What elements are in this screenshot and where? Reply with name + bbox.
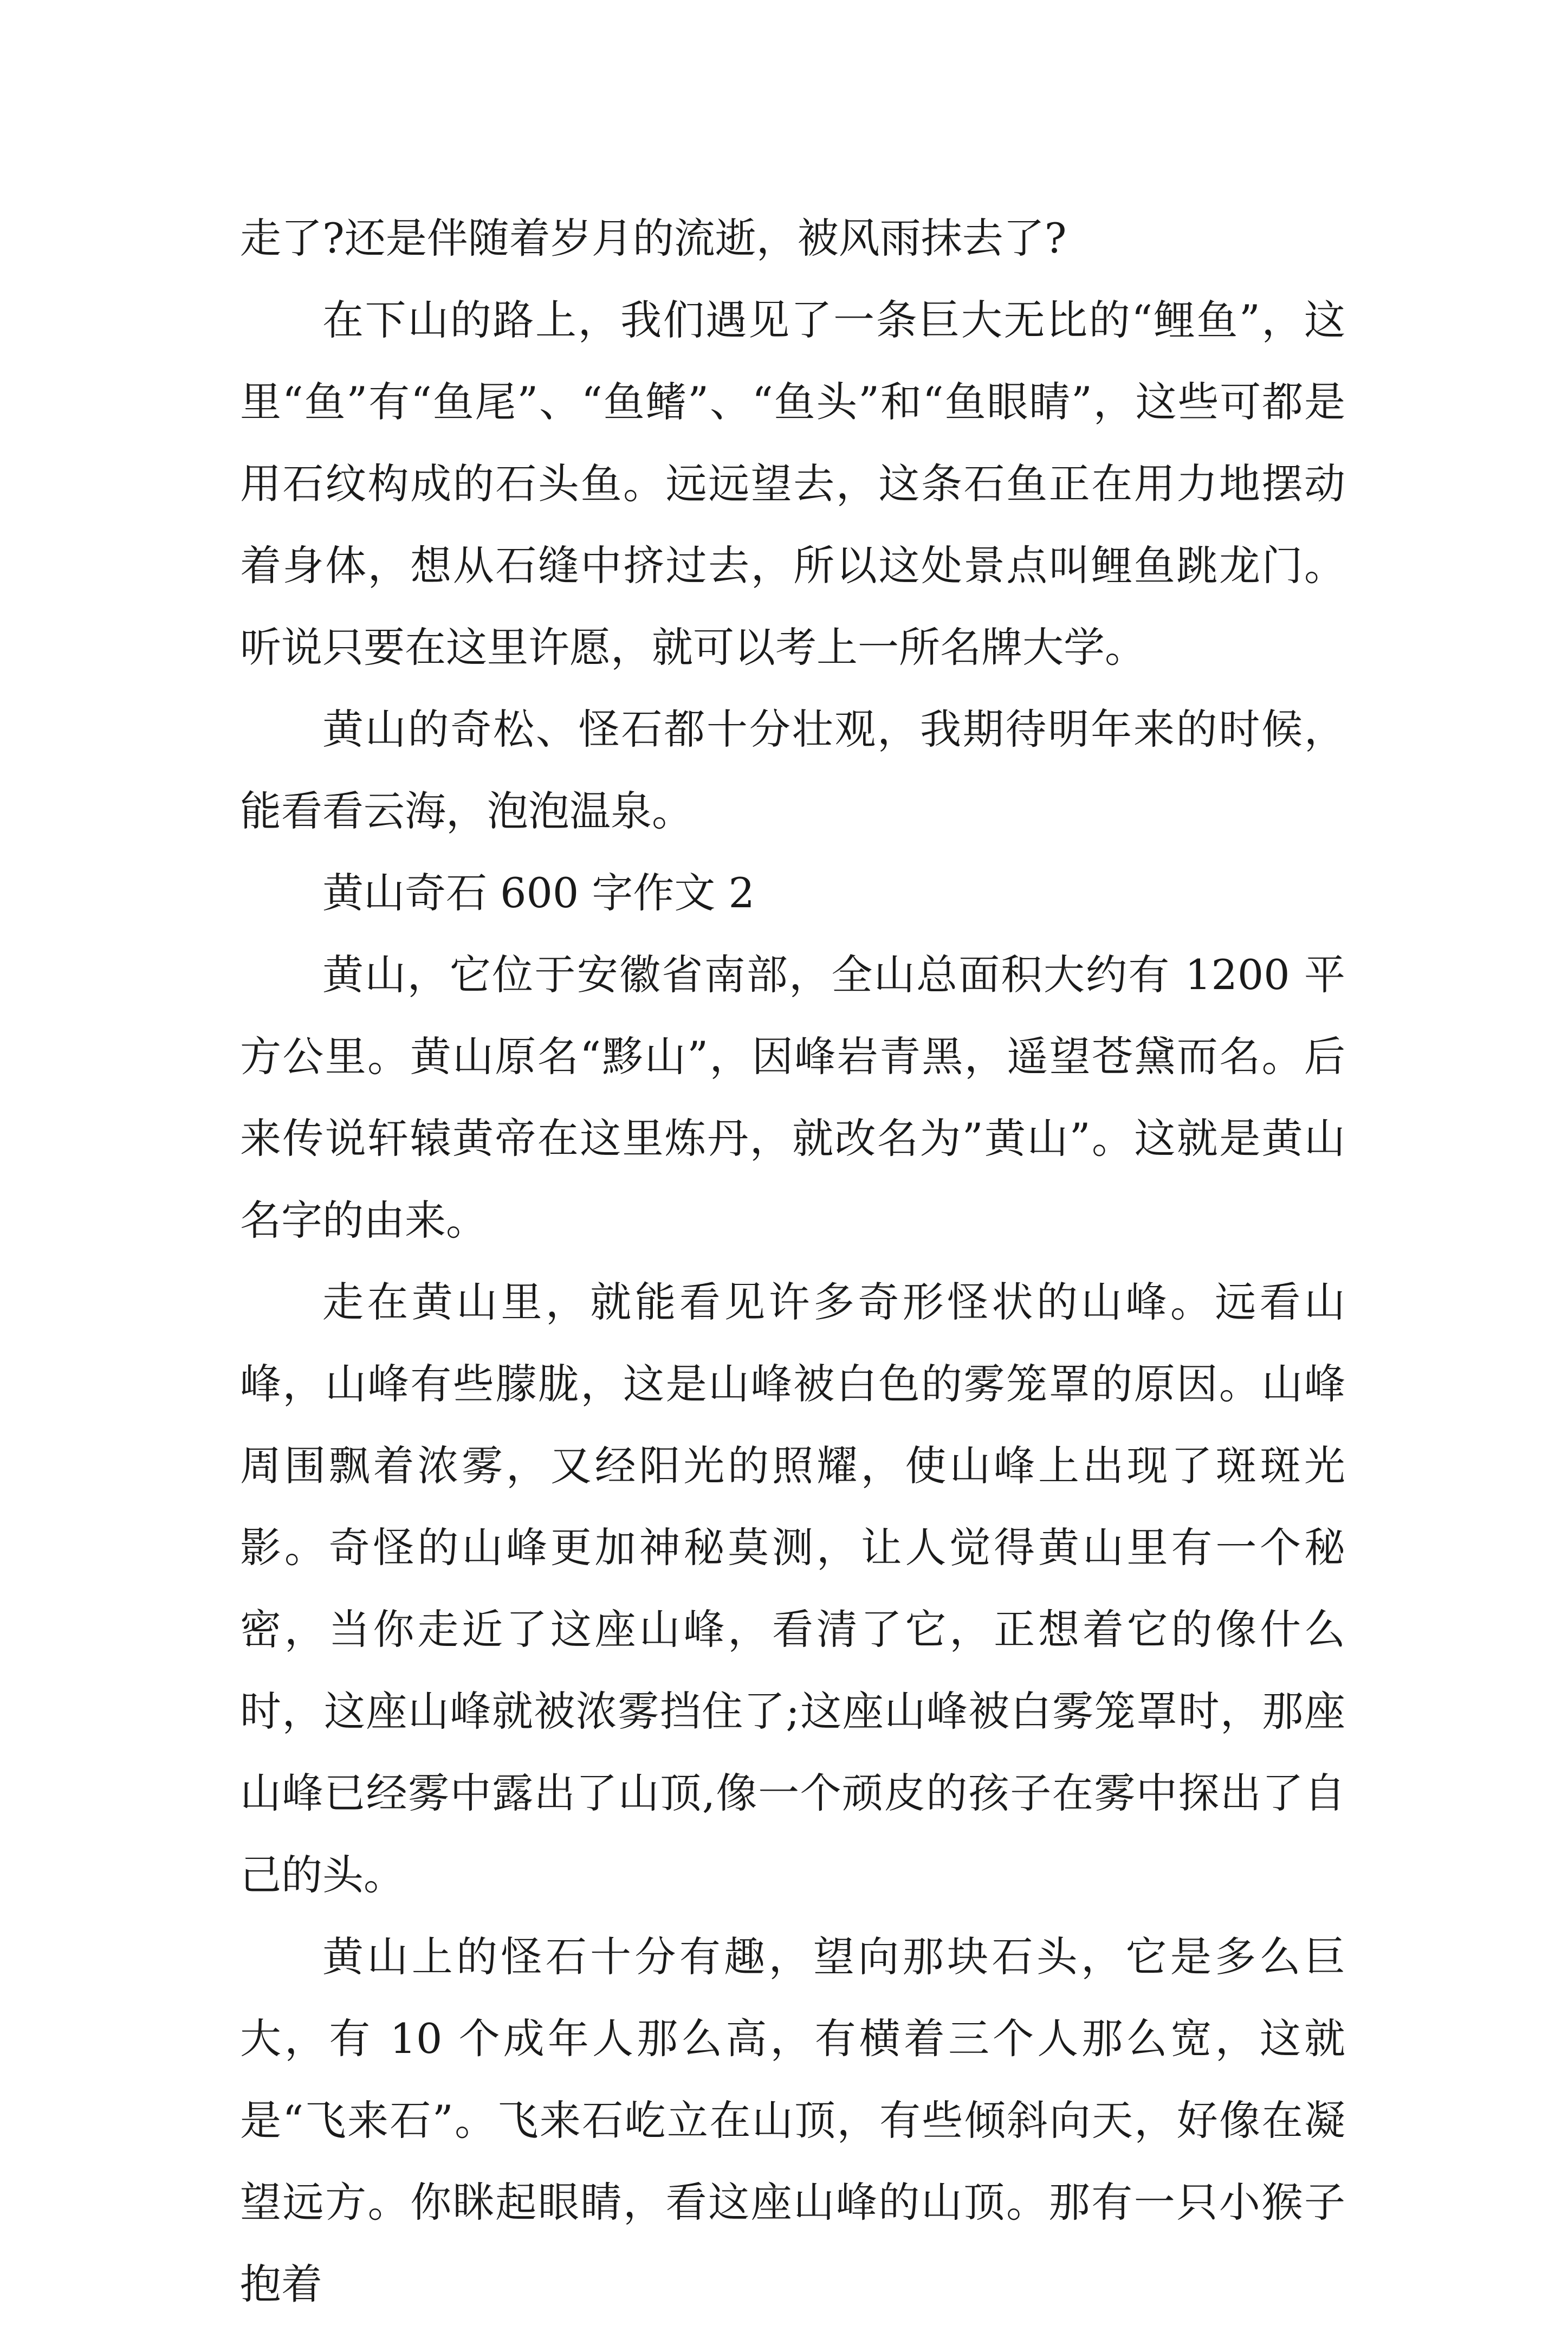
paragraph-looking-forward: 黄山的奇松、怪石都十分壮观，我期待明年来的时候，能看看云海，泡泡温泉。 (240, 705, 1345, 835)
body-text (240, 197, 1345, 2325)
essay-title: 黄山奇石 600 字作文 2 (322, 869, 755, 917)
paragraph-huangshan-intro: 黄山，它位于安徽省南部，全山总面积大约有 1200 平方公里。黄山原名“黟山”，因峰岩青黑，遥望苍黛而名。后来传说轩辕黄帝在这里炼丹，就改名为”黄山”。这就是黄山名字的由来。 (240, 951, 1345, 1244)
paragraph-carp-rock: 在下山的路上，我们遇见了一条巨大无比的“鲤鱼”，这里“鱼”有“鱼尾”、“鱼鳍”、“鱼头”和“鱼眼睛”，这些可都是用石纹构成的石头鱼。远远望去，这条石鱼正在用力地摆动着身体，想从石缝中挤过去，所以这处景点叫鲤鱼跳龙门。听说只要在这里许愿，就可以考上一所名牌大学。 (240, 296, 1345, 671)
paragraph-misty-peaks: 走在黄山里，就能看见许多奇形怪状的山峰。远看山峰，山峰有些朦胧，这是山峰被白色的雾笼罩的原因。山峰周围飘着浓雾，又经阳光的照耀，使山峰上出现了斑斑光影。奇怪的山峰更加神秘莫测，让人觉得黄山里有一个秘密，当你走近了这座山峰，看清了它，正想着它的像什么时，这座山峰就被浓雾挡住了;这座山峰被白雾笼罩时，那座山峰已经雾中露出了山顶,像一个顽皮的孩子在雾中探出了自己的头。 (240, 1278, 1345, 1899)
paragraph-continuation: 走了?还是伴随着岁月的流逝，被风雨抹去了? (240, 214, 1067, 262)
paragraph-flying-rock: 黄山上的怪石十分有趣，望向那块石头，它是多么巨大，有 10 个成年人那么高，有横着三个人那么宽，这就是“飞来石”。飞来石屹立在山顶，有些倾斜向天，好像在凝望远方。你眯起眼睛，看这座山峰的山顶。那有一只小猴子抱着 (240, 1933, 1345, 2308)
